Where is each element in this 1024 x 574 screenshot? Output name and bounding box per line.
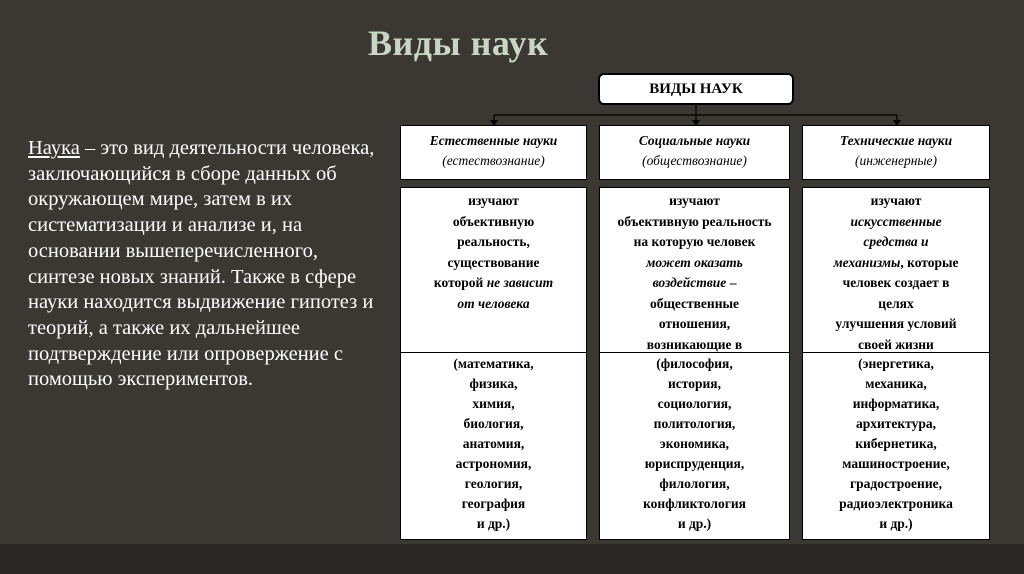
column-title: Естественные науки	[429, 133, 558, 148]
description-line: может оказать	[646, 254, 743, 270]
column-examples-social	[599, 352, 790, 540]
example-item: кибернетика,	[855, 436, 937, 451]
description-line: средства и	[863, 234, 929, 249]
description-fragment: не зависит	[486, 275, 554, 290]
description-line: на которую человек	[633, 234, 756, 249]
description-line: человек создает в	[842, 275, 950, 290]
example-item: астрономия,	[455, 456, 532, 471]
description-line: от человека	[457, 295, 530, 311]
example-item: политология,	[653, 416, 736, 431]
example-item: биология,	[463, 416, 524, 431]
description-fragment: , которые	[900, 254, 959, 270]
example-item: анатомия,	[462, 436, 525, 451]
description-line: изучают	[870, 193, 922, 208]
description-line: реальность,	[457, 234, 530, 249]
example-item: механика,	[865, 376, 927, 391]
column-examples-technical	[802, 352, 990, 540]
description-line: существование	[447, 254, 540, 270]
column-title: Технические науки	[839, 133, 953, 148]
description-line: своей жизни	[858, 336, 934, 352]
column-header-technical	[802, 125, 990, 180]
description-fragment: механизмы	[833, 254, 901, 270]
example-item: и др.)	[677, 516, 712, 531]
column-subtitle: (обществознание)	[642, 153, 747, 168]
example-item: физика,	[469, 376, 518, 391]
column-header-social	[599, 125, 790, 180]
example-item: история,	[668, 376, 721, 391]
column-header-natural	[400, 125, 587, 180]
description-line: объективную	[452, 213, 535, 229]
column-description-social	[599, 187, 790, 353]
example-item: информатика,	[852, 396, 940, 411]
example-item: радиоэлектроника	[839, 496, 953, 511]
example-item: градостроение,	[850, 476, 942, 491]
column-subtitle: (инженерные)	[854, 153, 938, 168]
example-item: геология,	[464, 476, 523, 491]
description-fragment: –	[726, 275, 737, 290]
example-item: машиностроение,	[842, 456, 950, 471]
root-box: ВИДЫ НАУК	[598, 73, 794, 105]
example-item: филология,	[659, 476, 730, 491]
description-fragment: которой	[433, 275, 487, 290]
example-item: юриспруденция,	[644, 456, 745, 471]
column-examples-natural	[400, 352, 587, 540]
example-item: (математика,	[453, 356, 534, 371]
slide-title: Виды наук	[368, 23, 549, 63]
example-item: социология,	[657, 396, 732, 411]
description-fragment: воздействие	[652, 275, 727, 290]
column-description-technical	[802, 187, 990, 353]
example-item: (энергетика,	[858, 356, 934, 371]
description-line: изучают	[468, 193, 519, 208]
column-title: Социальные науки	[638, 133, 751, 148]
example-item: архитектура,	[855, 416, 937, 431]
description-line	[600, 273, 789, 294]
description-line: отношения,	[658, 316, 731, 331]
column-subtitle: (естествознание)	[442, 153, 545, 168]
definition-term: Наука	[28, 137, 80, 159]
description-line: целях	[878, 295, 914, 311]
description-line: возникающие в	[646, 336, 743, 352]
example-item: география	[461, 496, 526, 511]
example-item: конфликтология	[643, 496, 746, 511]
description-line	[401, 273, 586, 294]
definition-text: – это вид деятельности человека, заключающийся в сборе данных об окружающем мире, затем в их систематизации и анализе и, на основании вышеперечисленного, синтезе новых знаний. Также в сфере науки находится выдвижение гипотез и теорий, а также их дальнейшее подтверждение или опровержение с помощью экспериментов.	[28, 137, 375, 391]
example-item: и др.)	[476, 516, 511, 531]
example-item: (философия,	[656, 356, 733, 371]
description-line	[803, 253, 989, 274]
example-item: и др.)	[879, 516, 913, 531]
example-item: химия,	[472, 396, 515, 411]
description-line: искусственные	[850, 213, 942, 229]
description-line: объективную реальность	[617, 213, 772, 229]
column-description-natural	[400, 187, 587, 353]
example-item: экономика,	[659, 436, 730, 451]
description-line: изучают	[669, 193, 720, 208]
description-line: общественные	[649, 295, 740, 311]
description-line: улучшения условий	[835, 316, 957, 331]
